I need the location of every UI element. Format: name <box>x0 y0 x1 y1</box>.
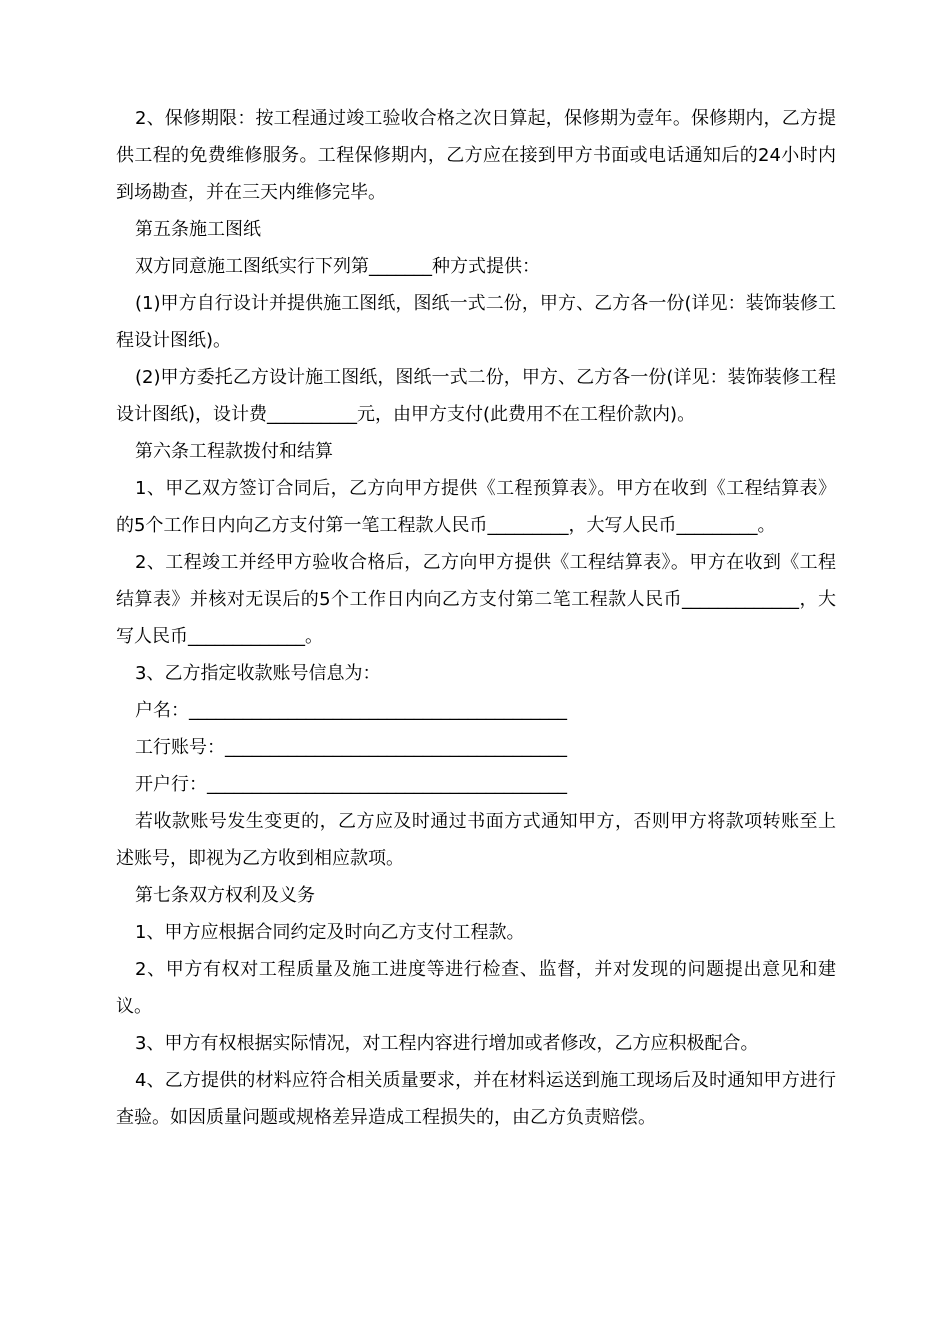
party-a-duty-1: 1、甲方应根据合同约定及时向乙方支付工程款。 <box>135 922 525 943</box>
article-5-heading: 第五条施工图纸 <box>135 219 261 240</box>
account-number-line: 工行账号：______________________________________ <box>135 737 567 758</box>
article-7-heading: 第七条双方权利及义务 <box>135 885 315 906</box>
account-change-paragraph: 若收款账号发生变更的，乙方应及时通过书面方式通知甲方，否则甲方将款项转账至上述账号，即视为乙方收到相应款项。 <box>116 811 836 869</box>
drawings-option-2: (2)甲方委托乙方设计施工图纸，图纸一式二份，甲方、乙方各一份(详见：装饰装修工程设计图纸)，设计费__________元，由甲方支付(此费用不在工程价款内)。 <box>116 367 836 425</box>
account-name-line: 户名：__________________________________________ <box>135 700 567 721</box>
bank-branch-line: 开户行：________________________________________ <box>135 774 567 795</box>
drawings-method-paragraph: 双方同意施工图纸实行下列第_______种方式提供： <box>135 256 540 277</box>
party-b-duty-4: 4、乙方提供的材料应符合相关质量要求，并在材料运送到施工现场后及时通知甲方进行查验。如因质量问题或规格差异造成工程损失的，由乙方负责赔偿。 <box>116 1070 836 1128</box>
second-payment-paragraph: 2、工程竣工并经甲方验收合格后，乙方向甲方提供《工程结算表》。甲方在收到《工程结算表》并核对无误后的5个工作日内向乙方支付第二笔工程款人民币_____________，大写人民币_____________。 <box>116 552 836 647</box>
party-a-duty-3: 3、甲方有权根据实际情况，对工程内容进行增加或者修改，乙方应积极配合。 <box>135 1033 759 1054</box>
warranty-period-paragraph: 2、保修期限：按工程通过竣工验收合格之次日算起，保修期为壹年。保修期内，乙方提供工程的免费维修服务。工程保修期内，乙方应在接到甲方书面或电话通知后的24小时内到场勘查，并在三天内维修完毕。 <box>116 108 836 203</box>
article-6-heading: 第六条工程款拨付和结算 <box>135 441 333 462</box>
first-payment-paragraph: 1、甲乙双方签订合同后，乙方向甲方提供《工程预算表》。甲方在收到《工程结算表》的5个工作日内向乙方支付第一笔工程款人民币_________，大写人民币_________。 <box>116 478 836 536</box>
document-page <box>116 100 836 1136</box>
account-info-paragraph: 3、乙方指定收款账号信息为： <box>135 663 381 684</box>
party-a-duty-2: 2、甲方有权对工程质量及施工进度等进行检查、监督，并对发现的问题提出意见和建议。 <box>116 959 836 1017</box>
drawings-option-1: (1)甲方自行设计并提供施工图纸，图纸一式二份，甲方、乙方各一份(详见：装饰装修工程设计图纸)。 <box>116 293 836 351</box>
